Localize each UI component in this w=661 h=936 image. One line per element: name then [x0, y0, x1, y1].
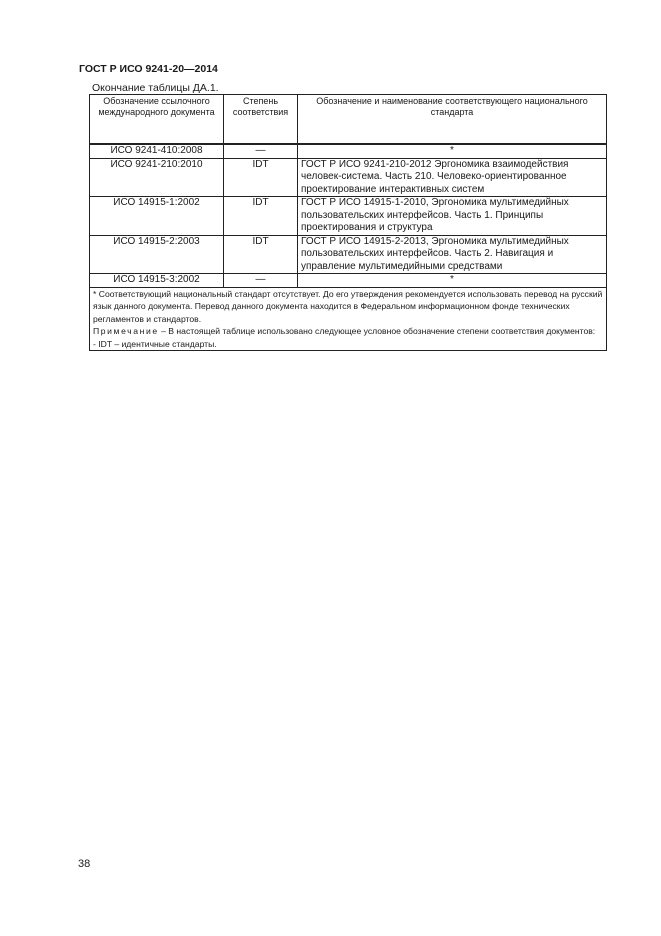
table-row	[90, 158, 607, 197]
footnote-idt: - IDT – идентичные стандарты.	[93, 338, 217, 349]
cell-national-standard: ГОСТ Р ИСО 14915-1-2010, Эргономика мультимедийных пользовательских интерфейсов. Часть 1. Принципы проектирования и структура	[298, 197, 607, 236]
cell-international-doc: ИСО 14915-1:2002	[90, 197, 224, 236]
table-row	[90, 144, 607, 158]
column-header-degree: Степень соответствия	[224, 95, 298, 145]
footnote-note	[93, 325, 603, 338]
cell-national-standard: *	[298, 274, 607, 288]
cell-degree: IDT	[224, 158, 298, 197]
column-header-national-standard: Обозначение и наименование соответствующего национального стандарта	[298, 95, 607, 145]
cell-international-doc: ИСО 9241-210:2010	[90, 158, 224, 197]
cell-international-doc: ИСО 14915-2:2003	[90, 235, 224, 274]
cell-degree: IDT	[224, 235, 298, 274]
table-row	[90, 197, 607, 236]
cell-national-standard: ГОСТ Р ИСО 14915-2-2013, Эргономика мультимедийных пользовательских интерфейсов. Часть 2. Навигация и управление мультимедийными средствами	[298, 235, 607, 274]
cell-degree: IDT	[224, 197, 298, 236]
page-number: 38	[78, 858, 91, 870]
footnote-star: * Соответствующий национальный стандарт отсутствует. До его утверждения рекомендуется использовать перевод на русский язык данного документа. Перевод данного документа находится в Федеральном информационном фонде технических регламентов и стандартов.	[93, 288, 603, 324]
table-caption: Окончание таблицы ДА.1.	[92, 82, 219, 94]
cell-international-doc: ИСО 9241-410:2008	[90, 144, 224, 158]
table-row	[90, 235, 607, 274]
document-code: ГОСТ Р ИСО 9241-20—2014	[79, 63, 218, 75]
correspondence-table	[89, 94, 607, 351]
table-header-row	[90, 95, 607, 145]
column-header-international-doc: Обозначение ссылочного международного документа	[90, 95, 224, 145]
cell-national-standard: ГОСТ Р ИСО 9241-210-2012 Эргономика взаимодействия человек-система. Часть 210. Человеко-ориентированное проектирование интерактивных систем	[298, 158, 607, 197]
cell-degree: —	[224, 274, 298, 288]
table-row	[90, 274, 607, 288]
table-footnote-row	[90, 287, 607, 351]
cell-national-standard: *	[298, 144, 607, 158]
note-text: – В настоящей таблице использовано следующее условное обозначение степени соответствия документов:	[158, 326, 596, 336]
note-label: Примечание	[93, 326, 159, 336]
cell-international-doc: ИСО 14915-3:2002	[90, 274, 224, 288]
cell-degree: —	[224, 144, 298, 158]
table-footnote	[90, 287, 607, 351]
